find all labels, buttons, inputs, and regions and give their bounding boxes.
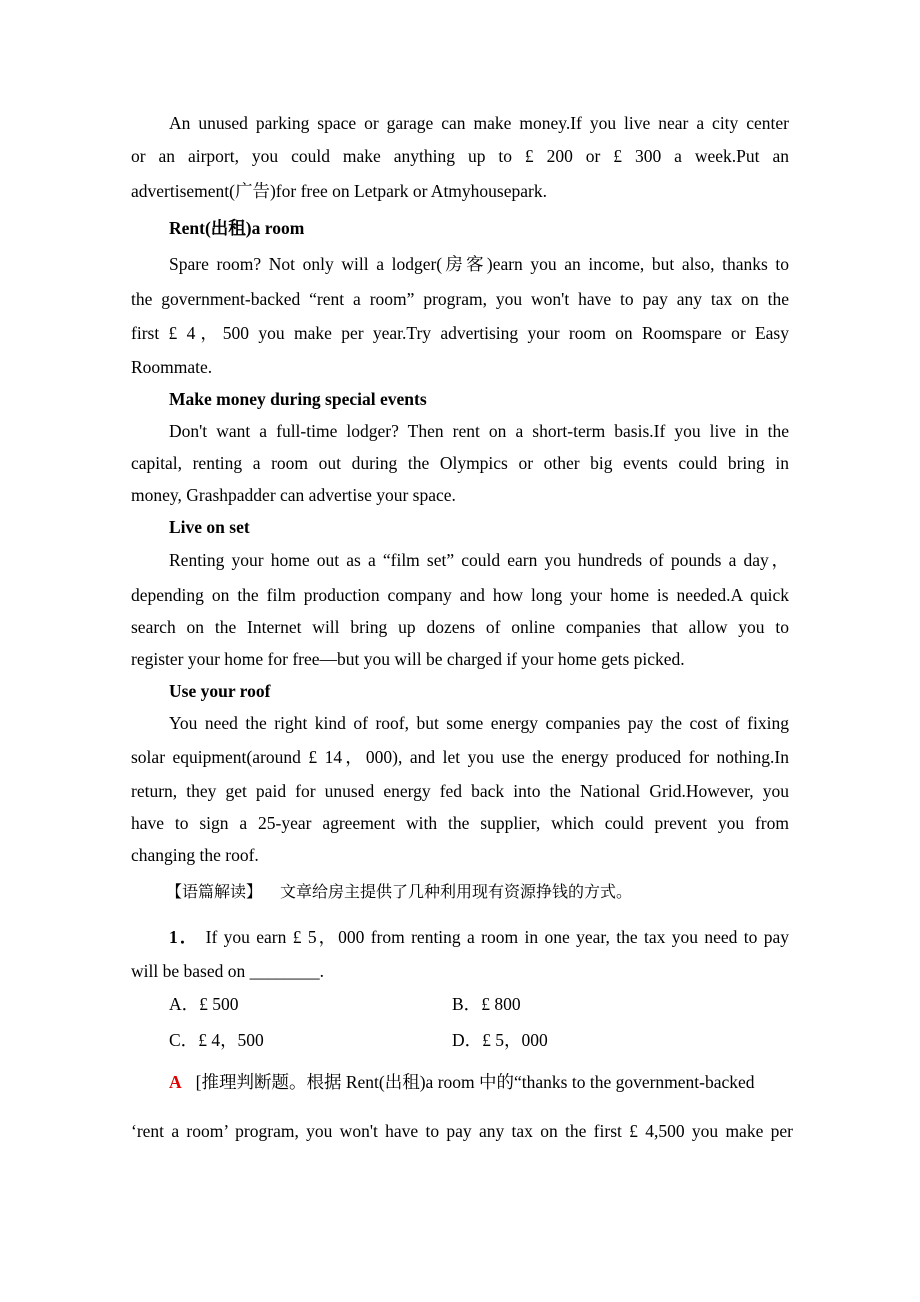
paragraph-line: register your home for free—but you will be charged if your home gets picked.	[131, 649, 685, 669]
section-heading: Rent(出租)a room	[169, 218, 305, 238]
answer-line: ‘rent a room’ program, you won't have to pay any tax on the first £ 4,500 you make per	[131, 1121, 793, 1141]
answer-line	[169, 1071, 789, 1093]
answer-letter: A	[169, 1072, 182, 1092]
paragraph-line: have to sign a 25-year agreement with the supplier, which could prevent you from	[131, 813, 789, 833]
option-b	[452, 993, 521, 1015]
paragraph-line: search on the Internet will bring up dozens of online companies that allow you to	[131, 617, 789, 637]
paragraph-line: depending on the film production company and how long your home is needed.A quick	[131, 585, 789, 605]
paragraph-line: capital, renting a room out during the Olympics or other big events could bring in	[131, 453, 789, 473]
paragraph-line: You need the right kind of roof, but some energy companies pay the cost of fixing	[169, 713, 789, 733]
option-text: £ 800	[481, 994, 521, 1014]
paragraph-line: Don't want a full-time lodger? Then rent on a short-term basis.If you live in the	[169, 421, 789, 441]
paragraph-line: Spare room? Not only will a lodger(房客)earn you an income, but also, thanks to	[169, 254, 789, 274]
paragraph-line: the government-backed “rent a room” program, you won't have to pay any tax on the	[131, 289, 789, 309]
section-heading: Make money during special events	[169, 389, 427, 409]
paragraph-line: money, Grashpadder can advertise your space.	[131, 485, 456, 505]
paragraph-line: or an airport, you could make anything up to £ 200 or £ 300 a week.Put an	[131, 146, 789, 166]
section-heading: Use your roof	[169, 681, 271, 701]
paragraph-line: advertisement(广告)for free on Letpark or Atmyhousepark.	[131, 181, 547, 201]
paragraph-line: Renting your home out as a “film set” could earn you hundreds of pounds a day，	[169, 550, 789, 570]
option-key: A．	[169, 994, 200, 1014]
option-key: B．	[452, 994, 482, 1014]
paragraph-line: first £ 4，500 you make per year.Try advertising your room on Roomspare or Easy	[131, 323, 789, 343]
paragraph-line: An unused parking space or garage can make money.If you live near a city center	[169, 113, 789, 133]
option-text: £ 4，500	[198, 1030, 264, 1050]
question-number: 1．	[169, 927, 200, 947]
question-line: will be based on ________.	[131, 961, 324, 981]
option-a	[169, 993, 239, 1015]
analysis-label: 【语篇解读】	[166, 882, 263, 901]
analysis-line	[166, 881, 824, 903]
section-heading: Live on set	[169, 517, 250, 537]
question-line	[169, 926, 789, 948]
paragraph-line: changing the roof.	[131, 845, 259, 865]
option-text: £ 500	[199, 994, 239, 1014]
paragraph-line: solar equipment(around £ 14，000), and let you use the energy produced for nothing.In	[131, 747, 789, 767]
option-c	[169, 1029, 264, 1051]
question-text: If you earn £ 5，000 from renting a room in one year, the tax you need to pay	[205, 927, 790, 947]
option-key: D．	[452, 1030, 483, 1050]
option-text: £ 5，000	[482, 1030, 548, 1050]
option-d	[452, 1029, 548, 1051]
paragraph-line: return, they get paid for unused energy fed back into the National Grid.However, you	[131, 781, 789, 801]
answer-text: [推理判断题。根据 Rent(出租)a room 中的“thanks to the government-backed	[195, 1072, 755, 1092]
option-key: C．	[169, 1030, 199, 1050]
analysis-text: 文章给房主提供了几种利用现有资源挣钱的方式。	[280, 882, 633, 901]
paragraph-line: Roommate.	[131, 357, 213, 377]
